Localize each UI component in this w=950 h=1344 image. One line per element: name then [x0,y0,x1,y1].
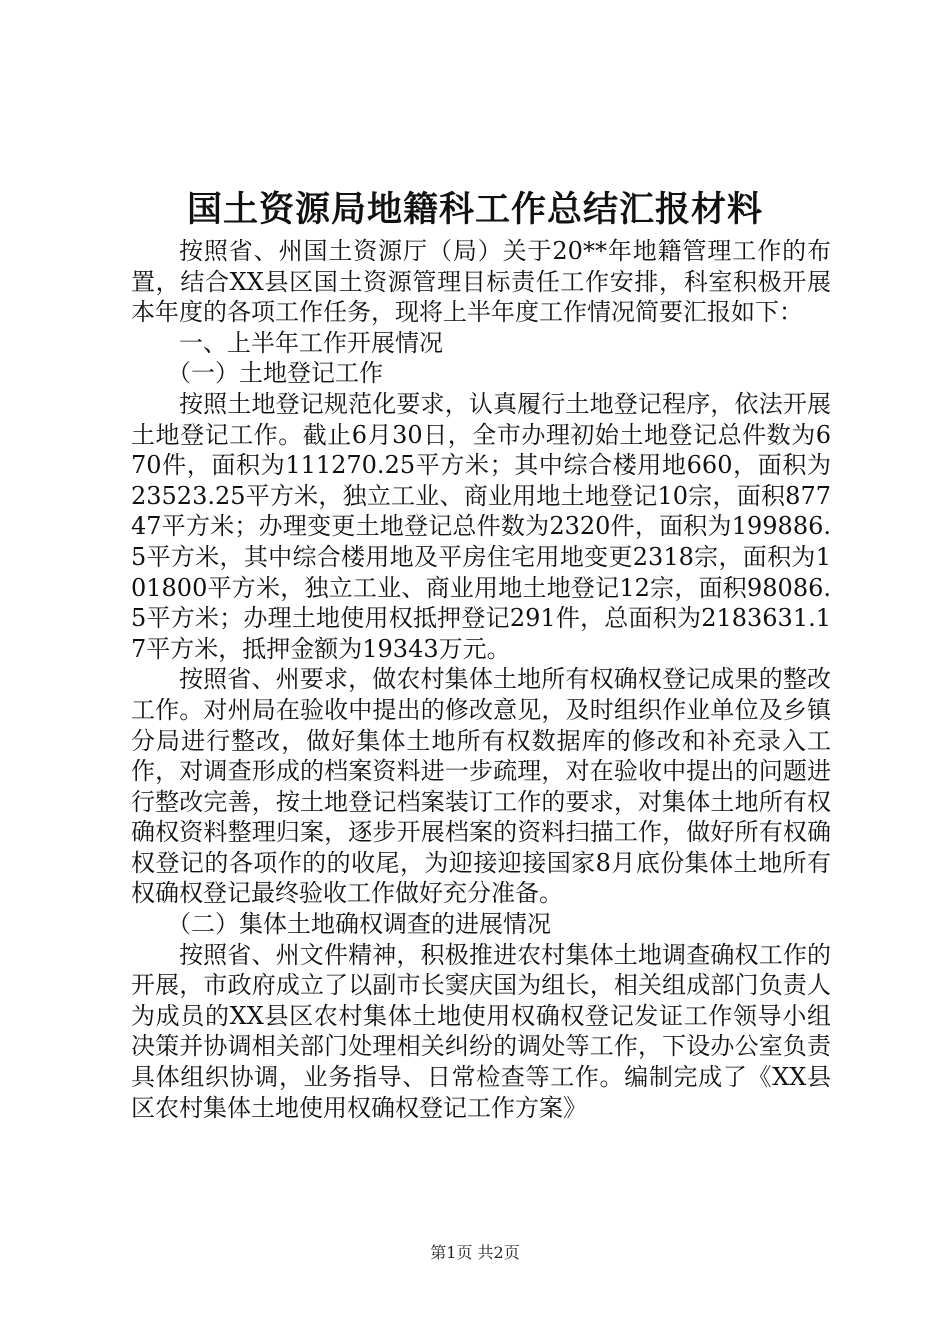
intro-paragraph: 按照省、州国土资源厅（局）关于20**年地籍管理工作的布置，结合XX县区国土资源管理目标责任工作安排，科室积极开展本年度的各项工作任务，现将上半年度工作情况简要汇报如下： [131,237,831,327]
document-title: 国土资源局地籍科工作总结汇报材料 [186,189,763,230]
subsection-heading-1: （一）土地登记工作 [167,359,383,388]
document-body [131,236,831,1123]
land-registration-paragraph: 按照土地登记规范化要求，认真履行土地登记程序，依法开展土地登记工作。截止6月30日，全市办理初始土地登记总件数为670件，面积为111270.25平方米；其中综合楼用地660，面积为23523.25平方米，独立工业、商业用地土地登记10宗，面积87747平方米；办理变更土地登记总件数为2320件，面积为199886.5平方米，其中综合楼用地及平房住宅用地变更2318宗，面积为101800平方米，独立工业、商业用地土地登记12宗，面积98086.5平方米；办理土地使用权抵押登记291件，总面积为2183631.17平方米，抵押金额为19343万元。 [131,389,831,663]
subsection-heading-2: （二）集体土地确权调查的进展情况 [167,910,551,939]
collective-land-paragraph: 按照省、州文件精神，积极推进农村集体土地调查确权工作的开展，市政府成立了以副市长窦庆国为组长，相关组成部门负责人为成员的XX县区农村集体土地使用权确权登记发证工作领导小组决策并协调相关部门处理相关纠纷的调处等工作，下设办公室负责具体组织协调，业务指导、日常检查等工作。编制完成了《XX县区农村集体土地使用权确权登记工作方案》 [131,940,831,1122]
page-number-footer: 第1页 共2页 [430,1243,520,1262]
rectification-paragraph: 按照省、州要求，做农村集体土地所有权确权登记成果的整改工作。对州局在验收中提出的修改意见，及时组织作业单位及乡镇分局进行整改，做好集体土地所有权数据库的修改和补充录入工作，对调查形成的档案资料进一步疏理，对在验收中提出的问题进行整改完善，按土地登记档案装订工作的要求，对集体土地所有权确权资料整理归案，逐步开展档案的资料扫描工作，做好所有权确权登记的各项作的的收尾，为迎接迎接国家8月底份集体土地所有权确权登记最终验收工作做好充分准备。 [131,665,831,908]
section-heading-1: 一、上半年工作开展情况 [179,328,443,357]
